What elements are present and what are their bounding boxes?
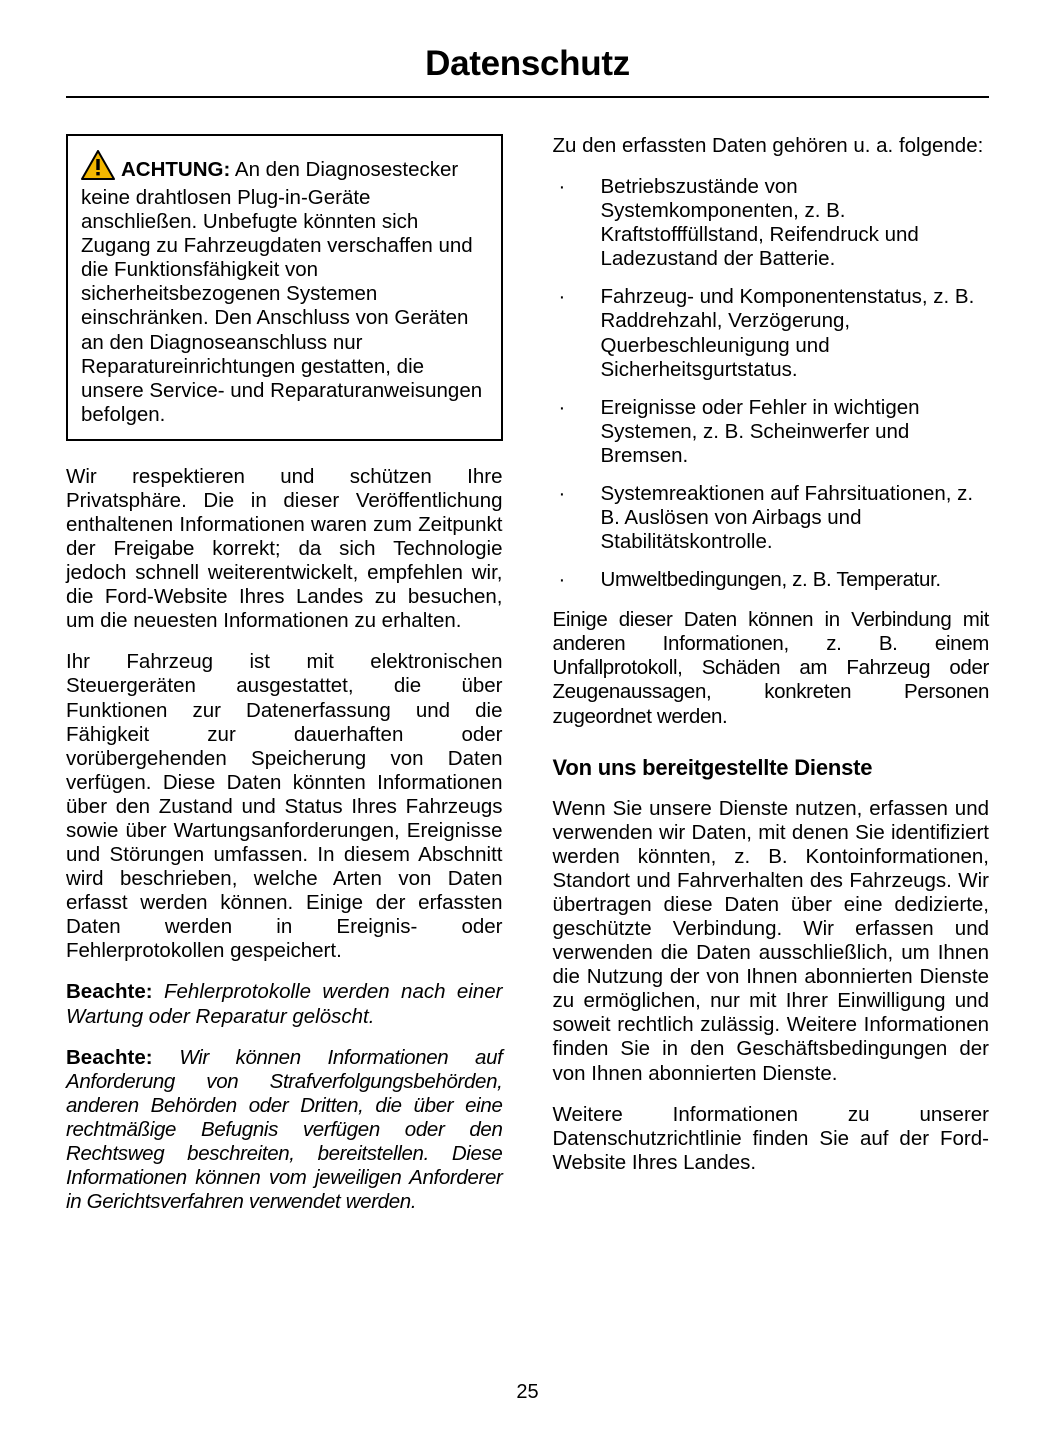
data-types-list xyxy=(553,175,990,592)
list-item xyxy=(553,175,990,271)
bullet-glyph: · xyxy=(558,481,566,505)
paragraph: Ihr Fahrzeug ist mit elektronischen Steuergeräten ausgestattet, die über Funktionen zur Datenerfassung und die Fähigkeit zur dauerhaften oder vorübergehenden Speicherung von Daten verfügen. Diese Daten könnten Informationen über den Zustand und Status Ihres Fahrzeugs sowie über Wartungsanforderungen, Ereignisse und Störungen umfassen. In diesem Abschnitt wird beschrieben, welche Arten von Daten erfasst werden können. Einige der erfassten Daten werden in Ereignis- oder Fehlerprotokollen gespeichert. xyxy=(66,650,503,963)
paragraph: Wenn Sie unsere Dienste nutzen, erfassen und verwenden wir Daten, mit denen Sie identifiziert werden könnten, z. B. Kontoinformationen, Standort und Fahrverhalten des Fahrzeugs. Wir übertragen diese Daten über eine dedizierte, geschützte Verbindung. Wir erfassen und verwenden die Daten ausschließlich, um Ihnen die Nutzung der von Ihnen abonnierten Dienste zu ermöglichen, nur mit Ihrer Einwilligung und soweit rechtlich zulässig. Weitere Informationen finden Sie in den Geschäftsbedingungen der von Ihnen abonnierten Dienste. xyxy=(552,796,989,1085)
page-number: 25 xyxy=(516,1381,539,1403)
left-column xyxy=(66,134,503,1214)
list-item-label: Systemreaktionen auf Fahrsituationen, z. B. Auslösen von Airbags und Stabilitätskontrolle. xyxy=(600,481,974,554)
warning-body: An den Diagnosestecker keine drahtlosen Plug-in-Geräte anschließen. Unbefugte könnten sich Zugang zu Fahrzeugdaten verschaffen und die Funktionsfähigkeit von sicherheitsbezogenen Systemen einschränken. Den Anschluss von Geräten an den Diagnoseanschluss nur Reparatureinrichtungen gestatten, die unsere Service- und Reparaturanweisungen befolgen. xyxy=(81,158,483,426)
note-text: Fehlerprotokolle werden nach einer Wartung oder Reparatur gelöscht. xyxy=(66,980,503,1028)
paragraph: Weitere Informationen zu unserer Datenschutzrichtlinie finden Sie auf der Ford-Website Ihres Landes. xyxy=(552,1102,989,1174)
list-item-label: Umweltbedingungen, z. B. Temperatur. xyxy=(600,568,941,592)
warning-triangle-icon xyxy=(81,150,115,186)
right-column xyxy=(553,134,990,1175)
note-label: Beachte: xyxy=(66,980,153,1004)
list-item xyxy=(553,285,990,381)
section-heading: Von uns bereitgestellte Dienste xyxy=(552,754,873,780)
note xyxy=(66,980,503,1028)
warning-label: ACHTUNG: xyxy=(121,158,231,181)
warning-callout xyxy=(66,134,503,441)
warning-text xyxy=(81,150,488,427)
note-text: Wir können Informationen auf Anforderung von Strafverfolgungsbehörden, anderen Behörden oder Dritten, die über eine rechtmäßige Befugnis verfügen oder den Rechtsweg beschreiten, bereitstellen. Diese Informationen können vom jeweiligen Anforderer in Gerichtsverfahren verwendet werden. xyxy=(66,1045,503,1214)
paragraph: Einige dieser Daten können in Verbindung mit anderen Informationen, z. B. einem Unfallprotokoll, Schäden am Fahrzeug oder Zeugenaussagen, konkreten Personen zugeordnet werden. xyxy=(552,608,989,728)
bullet-glyph: · xyxy=(558,285,566,309)
note-label: Beachte: xyxy=(66,1045,153,1069)
page-title: Datenschutz xyxy=(425,44,630,83)
list-item xyxy=(553,482,990,554)
note xyxy=(66,1046,503,1215)
bullet-glyph: · xyxy=(558,395,566,419)
list-item-label: Fahrzeug- und Komponentenstatus, z. B. Raddrehzahl, Verzögerung, Querbeschleunigung und Sicherheitsgurtstatus. xyxy=(600,285,975,381)
list-item-label: Ereignisse oder Fehler in wichtigen Systemen, z. B. Scheinwerfer und Bremsen. xyxy=(600,395,920,467)
paragraph: Wir respektieren und schützen Ihre Privatsphäre. Die in dieser Veröffentlichung enthaltenen Informationen waren zum Zeitpunkt der Freigabe korrekt; da sich Technologie jedoch schnell weiterentwickelt, empfehlen wir, die Ford-Website Ihres Landes zu besuchen, um die neuesten Informationen zu erhalten. xyxy=(66,464,503,633)
list-item xyxy=(553,568,990,592)
two-column-body xyxy=(66,134,989,1214)
list-item-label: Betriebszustände von Systemkomponenten, z. B. Kraftstofffüllstand, Reifendruck und Ladezustand der Batterie. xyxy=(600,175,919,271)
bullet-glyph: · xyxy=(558,175,566,199)
list-item xyxy=(553,396,990,468)
paragraph: Zu den erfassten Daten gehören u. a. folgende: xyxy=(552,134,984,157)
title-divider xyxy=(66,96,989,98)
bullet-glyph: · xyxy=(558,568,566,592)
